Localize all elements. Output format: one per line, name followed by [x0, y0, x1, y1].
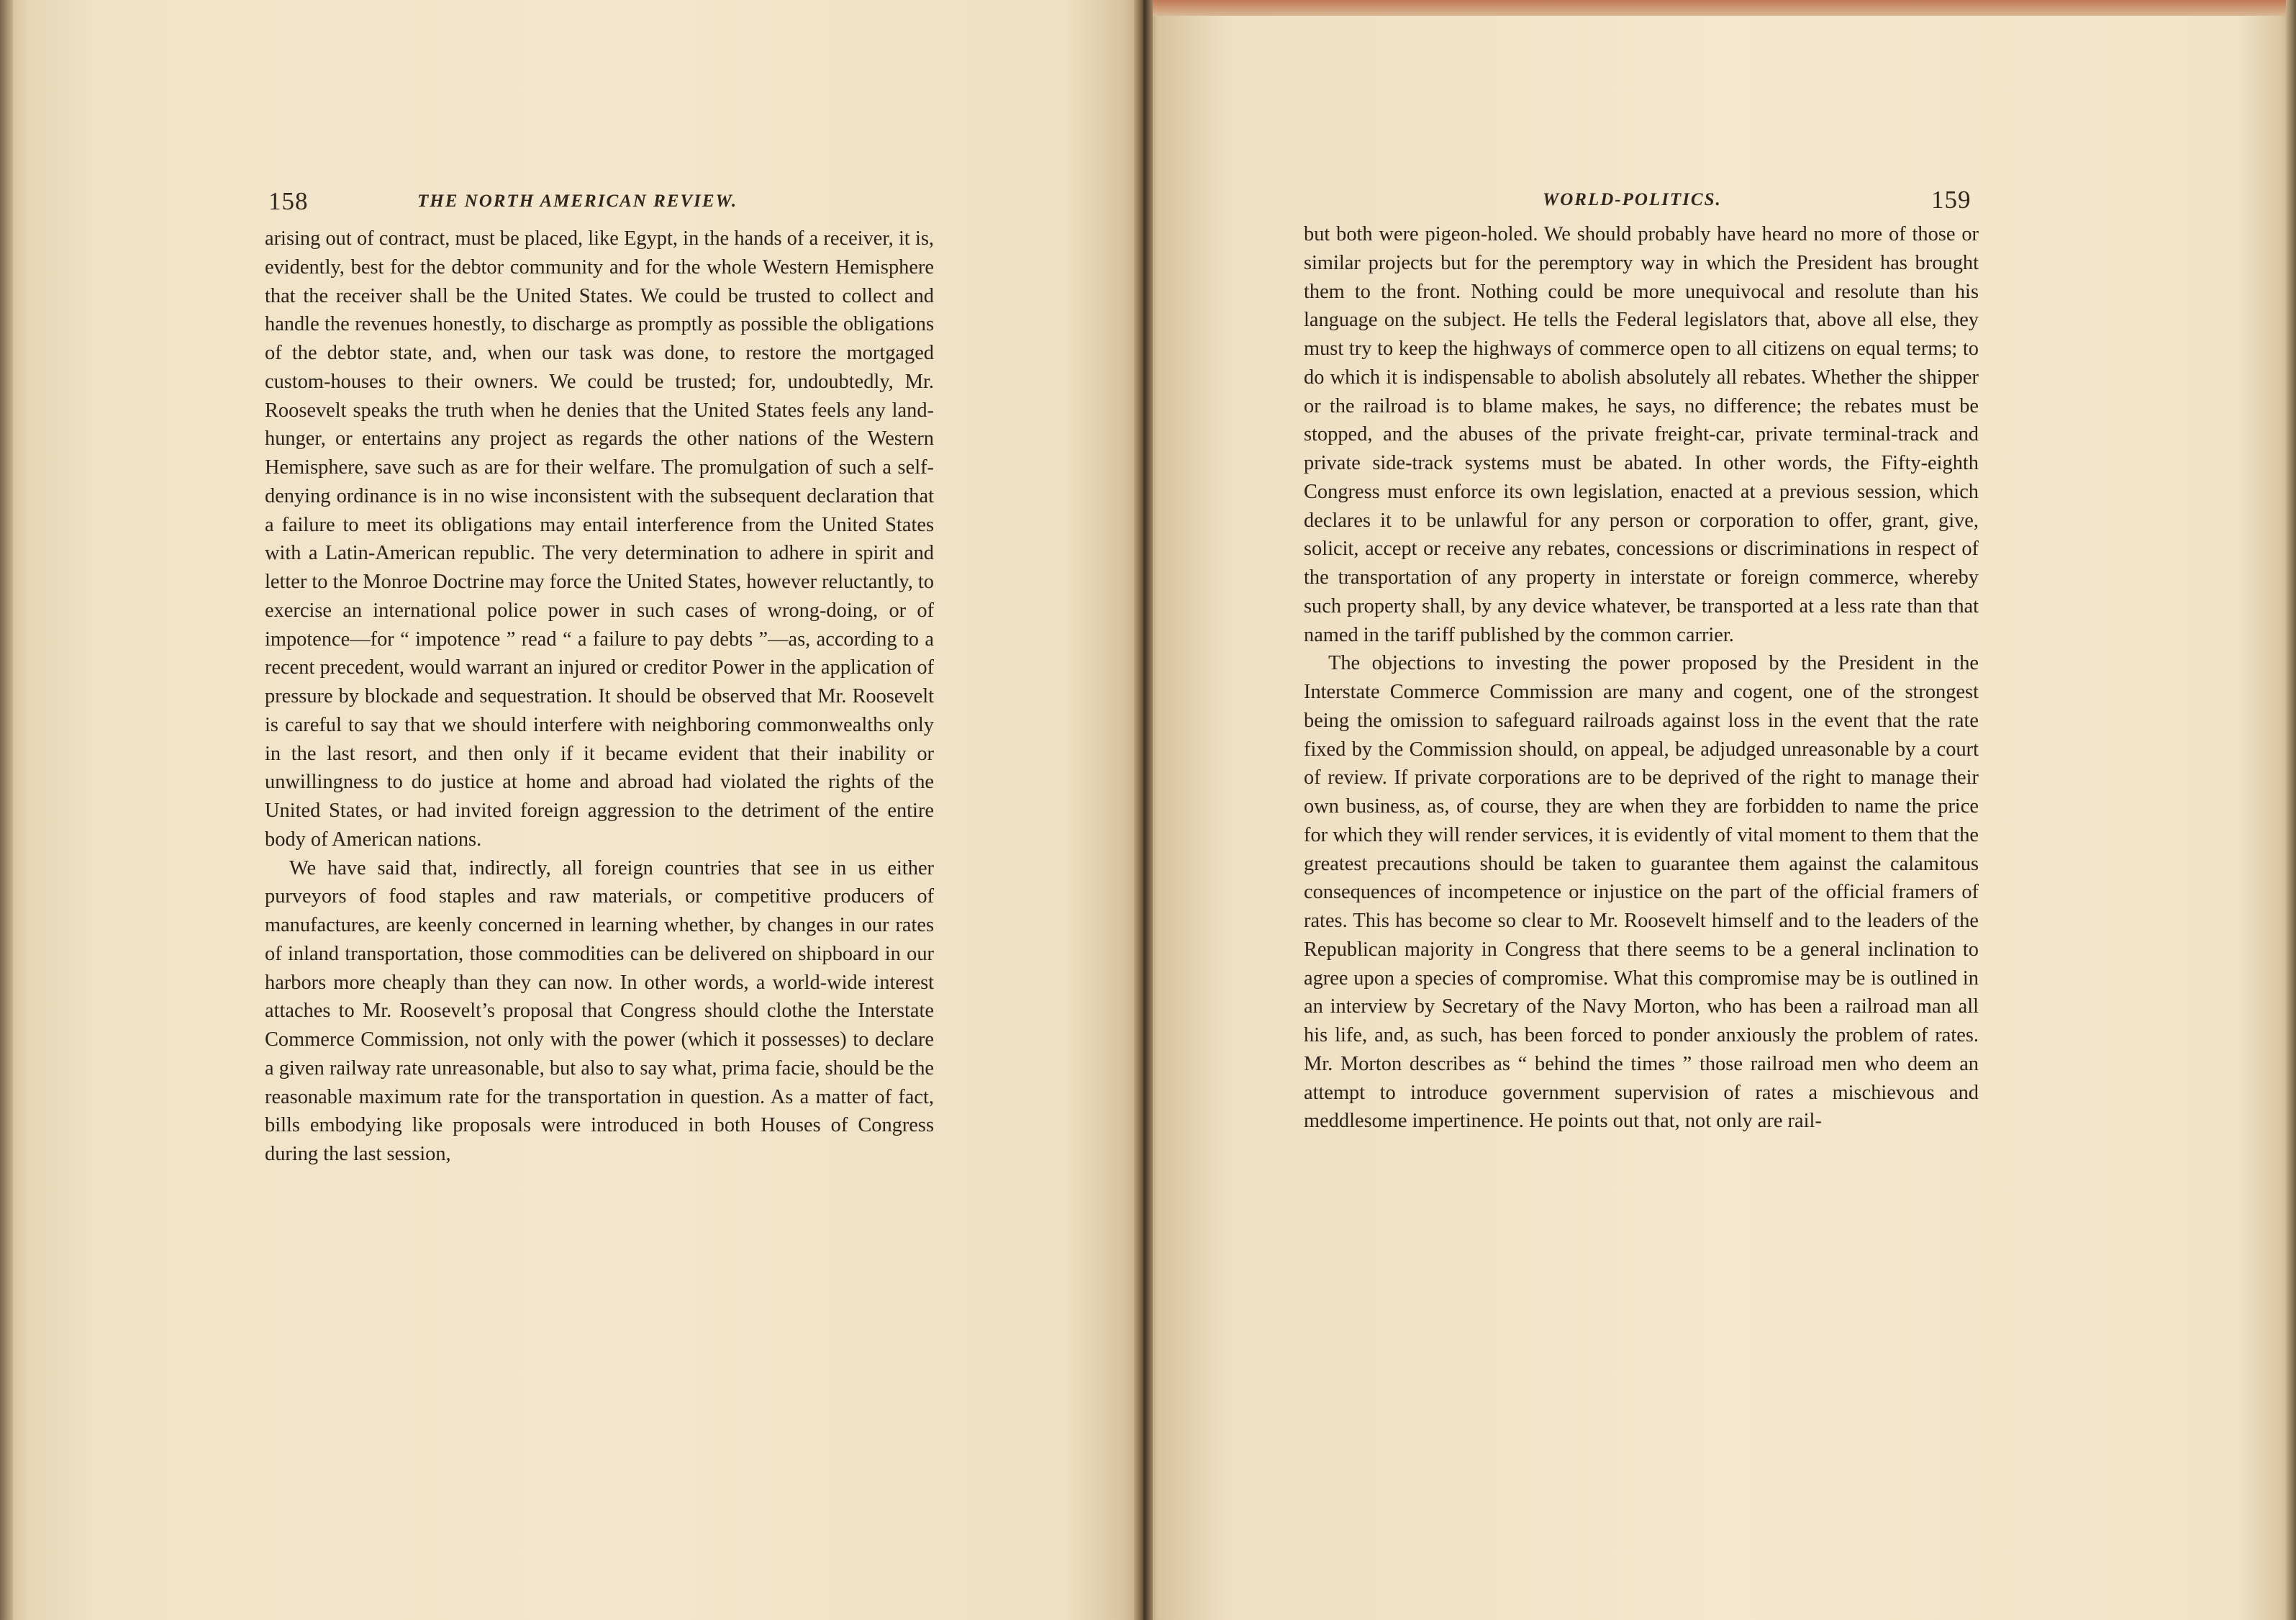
right-page-number: 159	[1931, 186, 1971, 214]
right-paragraph-2: The objections to investing the power proposed by the President in the Interstate Commerce Commission are many and cogent, one of the strongest being the omission to safeguard railroads against loss in the event that the rate fixed by the Commission should, on appeal, be adjudged unreasonable by a court of review. If private corporations are to be deprived of the right to manage their own business, as, of course, they are when they are forbidden to name the price for which they will render services, it is evidently of vital moment to them that the greatest precautions should be taken to guarantee them against the calamitous consequences of incompetence or injustice on the part of the official framers of rates. This has become so clear to Mr. Roosevelt himself and to the leaders of the Republican majority in Congress that there seems to be a general inclination to agree upon a species of compromise. What this compromise may be is outlined in an interview by Secretary of the Navy Morton, who has been a railroad man all his life, and, as such, has been forced to ponder anxiously the problem of rates. Mr. Morton describes as “ behind the times ” those railroad men who deem an attempt to introduce government supervision of rates a mischievous and meddlesome impertinence. He points out that, not only are rail-	[1304, 652, 1979, 1133]
left-running-head: THE NORTH AMERICAN REVIEW.	[417, 191, 738, 211]
right-running-head: WORLD-POLITICS.	[1543, 190, 1722, 209]
left-paragraph-1: arising out of contract, must be placed, like Egypt, in the hands of a receiver, it is, evidently, best for the debtor community and for the whole Western Hemisphere that the receiver shall be the United States. We could be trusted to collect and handle the revenues honestly, to discharge as promptly as possible the obligations of the debtor state, and, when our task was done, to restore the mortgaged custom-houses to their owners. We could be trusted; for, undoubtedly, Mr. Roosevelt speaks the truth when he denies that the United States feels any land-hunger, or entertains any project as regards the other nations of the Western Hemisphere, save such as are for their welfare. The promulgation of such a self-denying ordinance is in no wise inconsistent with the subsequent declaration that a failure to meet its obligations may entail interference from the United States with a Latin-American republic. The very determination to adhere in spirit and letter to the Monroe Doctrine may force the United States, however reluctantly, to exercise an international police power in such cases of wrong-doing, or of impotence—for “ impotence ” read “ a failure to pay debts ”—as, according to a recent precedent, would warrant an injured or creditor Power in the application of pressure by blockade and sequestration. It should be observed that Mr. Roosevelt is careful to say that we should interfere with neighboring commonwealths only in the last resort, and then only if it became evident that their inability or unwillingness to do justice at home and abroad had violated the rights of the United States, or had invited foreign aggression to the detriment of the entire body of American nations.	[265, 227, 935, 851]
left-page-body	[265, 225, 934, 1169]
left-paragraph-2: We have said that, indirectly, all foreign countries that see in us either purveyors of food staples and raw materials, or competitive producers of manufactures, are keenly concerned in learning whether, by changes in our rates of inland transportation, those commodities can be delivered on shipboard in our harbors more cheaply than they can now. In other words, a world-wide interest attaches to Mr. Roosevelt’s proposal that Congress should clothe the Interstate Commerce Commission, not only with the power (which it possesses) to declare a given railway rate unreasonable, but also to say what, prima facie, should be the reasonable maximum rate for the transportation in question. As a matter of fact, bills embodying like proposals were introduced in both Houses of Congress during the last session,	[265, 856, 934, 1165]
left-page	[0, 0, 1143, 1620]
left-page-number: 158	[268, 187, 309, 215]
top-binding-edge	[1151, 0, 2296, 16]
left-page-header	[0, 186, 1143, 214]
right-paragraph-1: but both were pigeon-holed. We should probably have heard no more of those or similar projects but for the peremptory way in which the President has brought them to the front. Nothing could be more unequivocal and resolute than his language on the subject. He tells the Federal legislators that, above all else, they must try to keep the highways of commerce open to all citizens on equal terms; to do which it is indispensable to abolish absolutely all rebates. Whether the shipper or the railroad is to blame makes, he says, no difference; the rebates must be stopped, and the abuses of the private freight-car, private terminal-track and private side-track systems must be abated. In other words, the Fifty-eighth Congress must enforce its own legislation, enacted at a previous session, which declares it to be unlawful for any person or corporation to offer, grant, give, solicit, accept or receive any rebates, concessions or discriminations in respect of the transportation of any property in interstate or foreign commerce, whereby such property shall, by any device whatever, be transported at a less rate than that named in the tariff published by the common carrier.	[1304, 223, 1979, 646]
right-cover-edge	[2286, 0, 2296, 1620]
left-cover-edge	[0, 0, 13, 1620]
right-page-header	[1143, 186, 2296, 214]
right-page	[1143, 0, 2296, 1620]
right-page-body	[1304, 220, 1979, 1136]
book-gutter	[1134, 0, 1153, 1620]
